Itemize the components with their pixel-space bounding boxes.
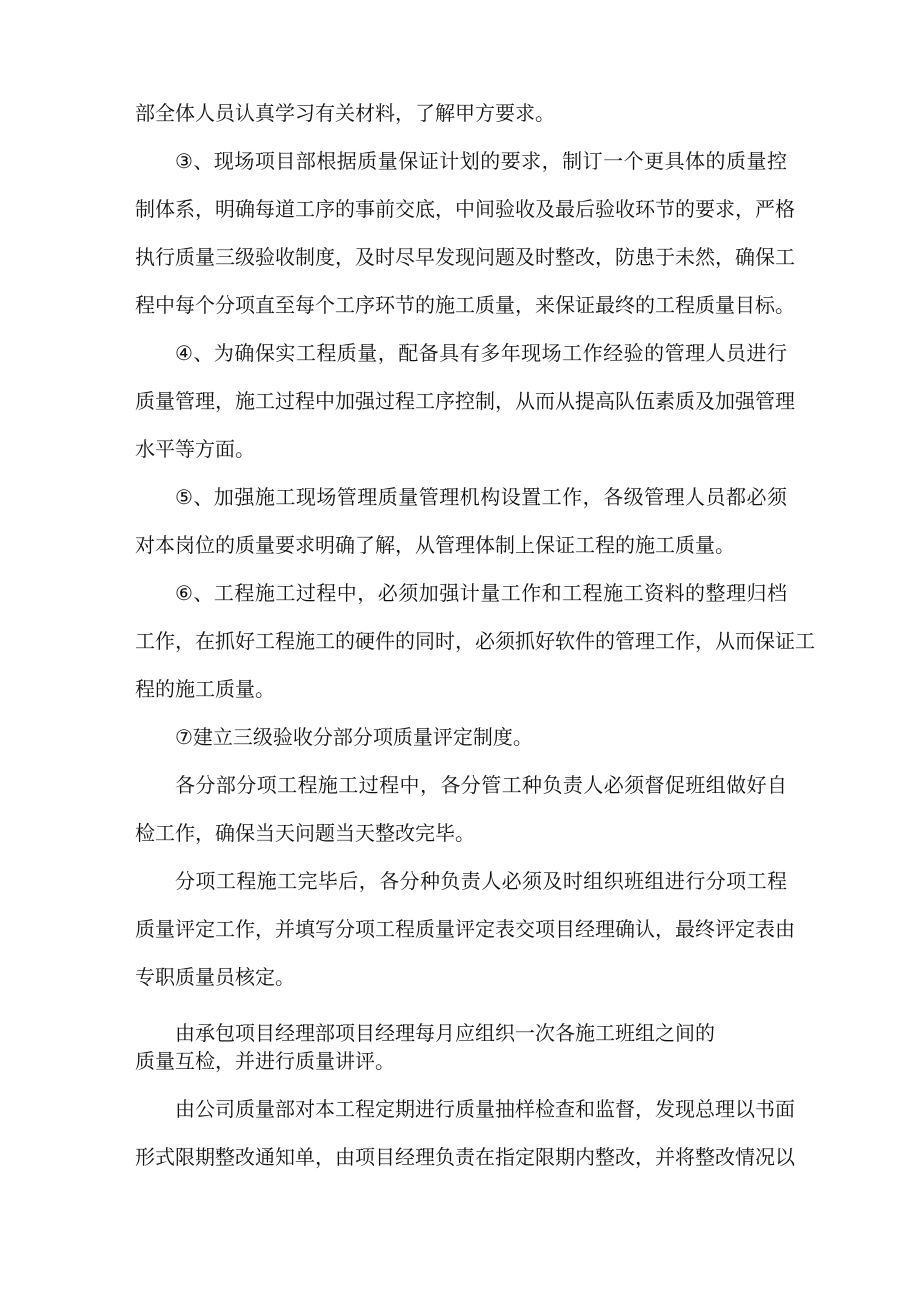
text-line: 对本岗位的质量要求明确了解，从管理体制上保证工程的施工质量。 — [135, 533, 735, 557]
text-line: 由承包项目经理部项目经理每月应组织一次各施工班组之间的 — [175, 1021, 715, 1045]
text-line: ⑥、工程施工过程中，必须加强计量工作和工程施工资料的整理归档 — [175, 581, 787, 605]
text-line: ⑦建立三级验收分部分项质量评定制度。 — [175, 725, 533, 749]
text-line: 质量管理，施工过程中加强过程工序控制，从而从提高队伍素质及加强管理 — [135, 389, 795, 413]
text-line: 各分部分项工程施工过程中，各分管工种负责人必须督促班组做好自 — [175, 773, 787, 797]
text-line: 检工作，确保当天问题当天整改完毕。 — [135, 821, 475, 845]
text-line: 执行质量三级验收制度，及时尽早发现问题及时整改，防患于未然，确保工 — [135, 245, 795, 269]
text-line: 部全体人员认真学习有关材料，了解甲方要求。 — [135, 101, 555, 125]
text-line: 质量互检，并进行质量讲评。 — [135, 1049, 395, 1073]
text-line: 分项工程施工完毕后，各分种负责人必须及时组织班组进行分项工程 — [175, 869, 787, 893]
text-line: 程中每个分项直至每个工序环节的施工质量，来保证最终的工程质量目标。 — [135, 293, 795, 317]
text-line: 专职质量员核定。 — [135, 965, 295, 989]
text-line: 由公司质量部对本工程定期进行质量抽样检查和监督，发现总理以书面 — [175, 1097, 795, 1121]
text-line: 形式限期整改通知单，由项目经理负责在指定限期内整改，并将整改情况以 — [135, 1145, 795, 1169]
text-line: ③、现场项目部根据质量保证计划的要求，制订一个更具体的质量控 — [175, 149, 787, 173]
text-line: 工作，在抓好工程施工的硬件的同时，必须抓好软件的管理工作，从而保证工 — [135, 629, 815, 653]
text-line: 质量评定工作，并填写分项工程质量评定表交项目经理确认，最终评定表由 — [135, 917, 795, 941]
text-line: 制体系，明确每道工序的事前交底，中间验收及最后验收环节的要求，严格 — [135, 197, 795, 221]
text-line: ⑤、加强施工现场管理质量管理机构设置工作，各级管理人员都必须 — [175, 485, 787, 509]
text-line: 程的施工质量。 — [135, 677, 275, 701]
text-line: 水平等方面。 — [135, 437, 255, 461]
text-line: ④、为确保实工程质量，配备具有多年现场工作经验的管理人员进行 — [175, 341, 787, 365]
